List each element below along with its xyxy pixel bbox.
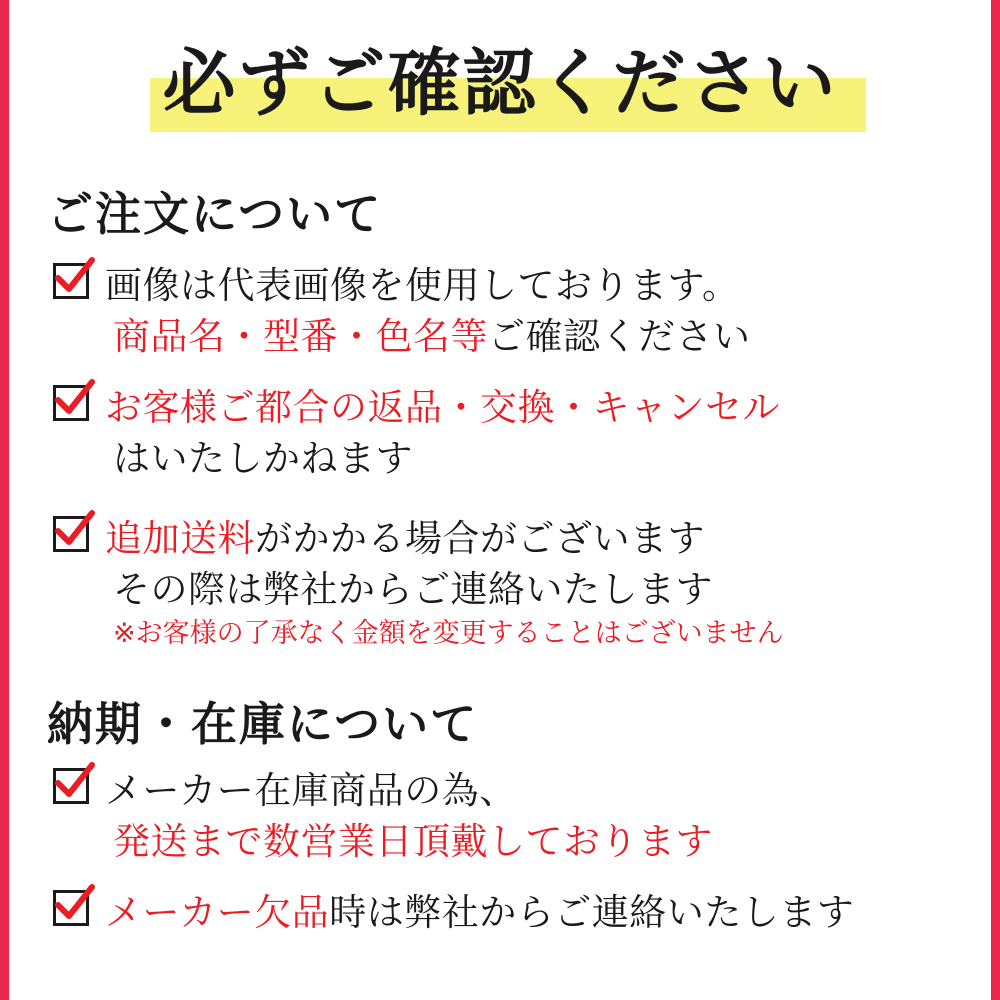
emphasis-text: 商品名・型番・色名等: [113, 315, 488, 358]
list-item-line: 発送まで数営業日頂戴しております: [113, 820, 713, 863]
plain-text: がかかる場合がございます: [255, 517, 705, 560]
section-heading-delivery: 納期・在庫について: [47, 697, 479, 751]
list-item-line: お客様ご都合の返品・交換・キャンセル: [105, 386, 780, 429]
list-item-line: はいたしかねます: [113, 437, 413, 480]
list-item-note: ※お客様の了承なく金額を変更することはございません: [113, 618, 784, 649]
list-item-text: [105, 765, 713, 867]
list-item-line: 画像は代表画像を使用しております。: [105, 264, 740, 307]
page-title-block: [9, 34, 991, 134]
section-heading-order: ご注文について: [47, 187, 383, 241]
list-item-line: [105, 513, 784, 564]
plain-text: 時は弊社からご連絡いたします: [329, 891, 855, 934]
plain-text: ご確認ください: [488, 315, 751, 358]
right-red-border: [991, 0, 1000, 1000]
checkmark-icon: [53, 516, 89, 552]
list-item-line: その際は弊社からご連絡いたします: [113, 568, 713, 611]
list-item-line: メーカー在庫商品の為、: [105, 769, 517, 812]
left-red-border: [0, 0, 9, 1000]
page-title: 必ずご確認ください: [162, 41, 838, 126]
list-item-line: [105, 311, 751, 362]
checkmark-icon: [53, 768, 89, 804]
emphasis-text: 追加送料: [105, 517, 255, 560]
notice-content: [9, 0, 991, 1000]
list-item-text: [105, 382, 780, 484]
checkmark-icon: [53, 890, 89, 926]
list-item-text: [105, 260, 751, 362]
checkmark-icon: [53, 263, 89, 299]
emphasis-text: メーカー欠品: [105, 891, 330, 934]
list-item-text: [105, 513, 784, 653]
checkmark-icon: [53, 385, 89, 421]
list-item-line: [105, 887, 854, 938]
list-item-text: [105, 887, 854, 938]
